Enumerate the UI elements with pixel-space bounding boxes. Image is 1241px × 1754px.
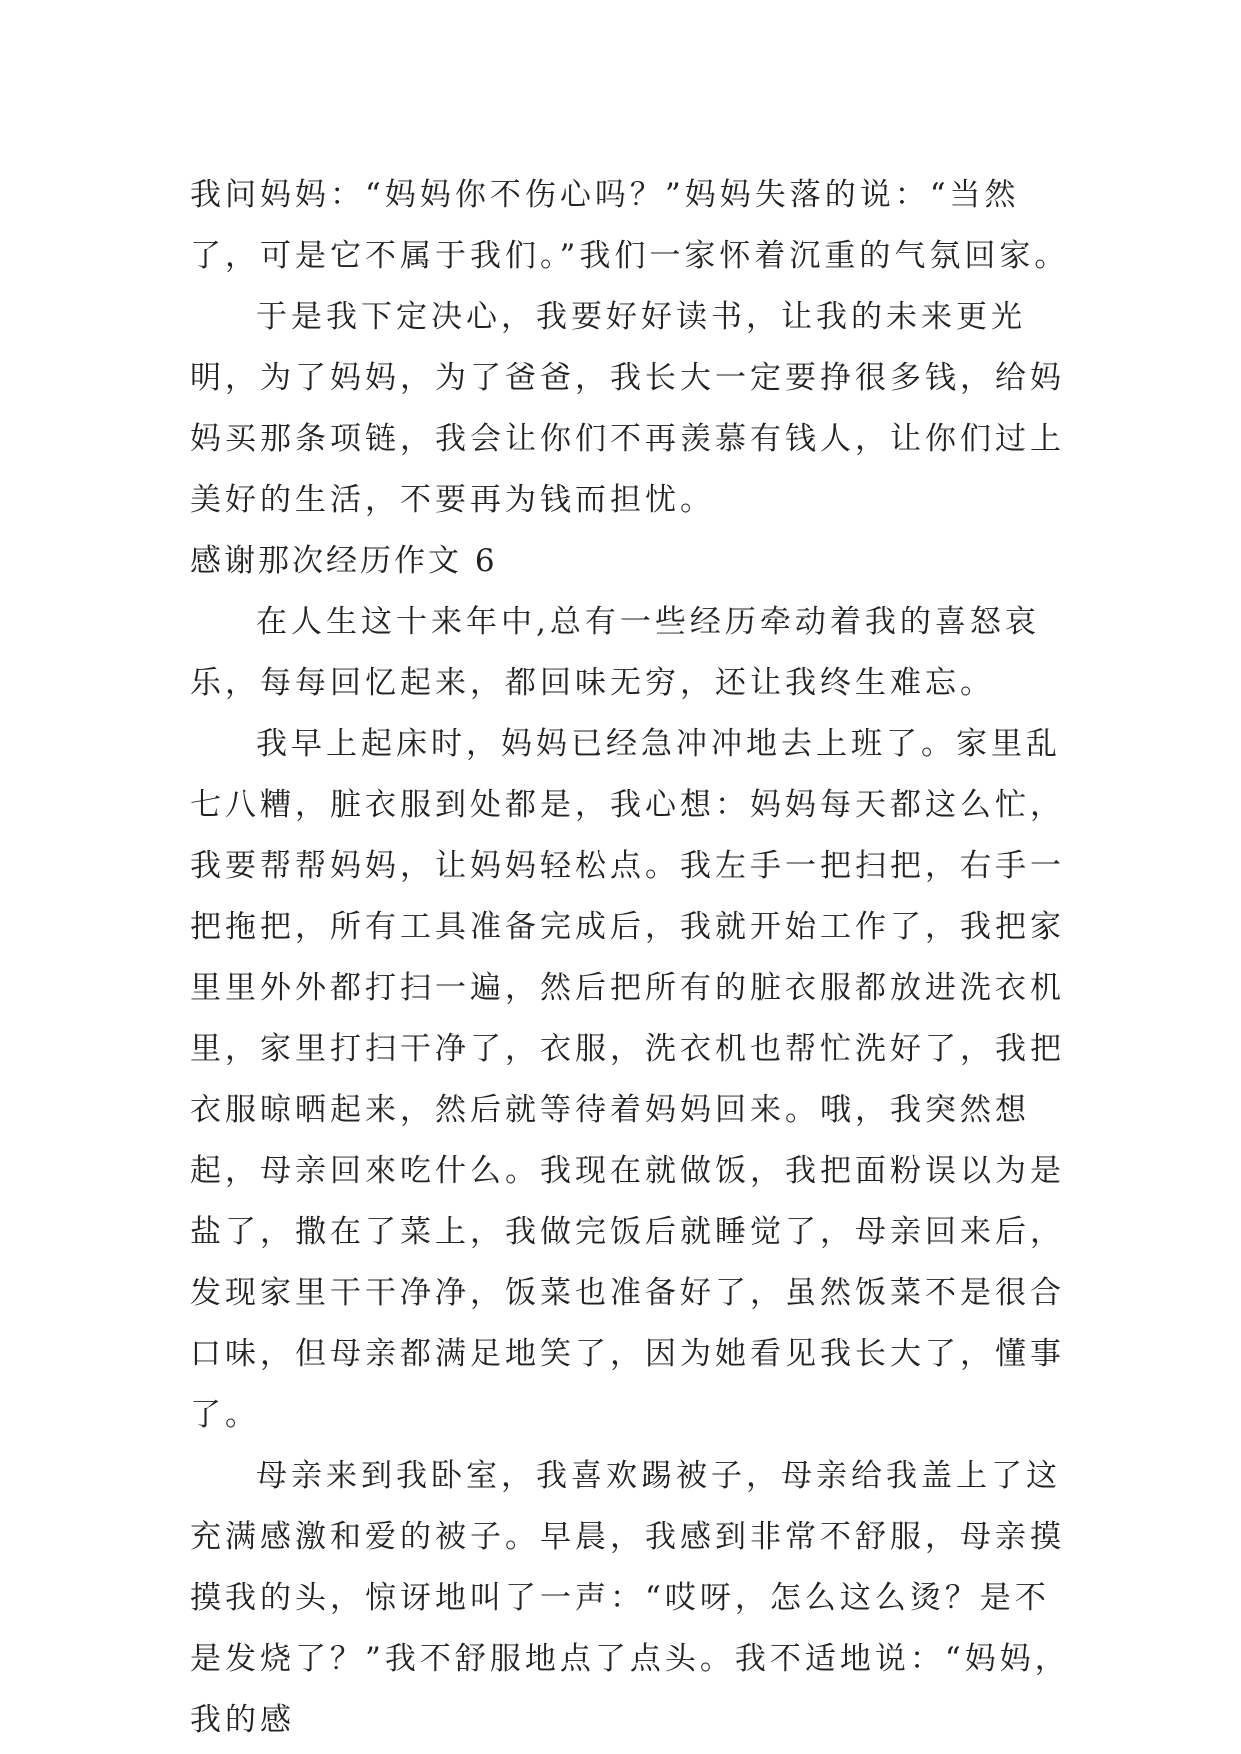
paragraph-1: 我问妈妈：“妈妈你不伤心吗？”妈妈失落的说：“当然了，可是它不属于我们。”我们一家怀着沉重的气氛回家。 [190, 177, 1070, 274]
document-body [190, 165, 1070, 1751]
paragraph-5: 母亲来到我卧室，我喜欢踢被子，母亲给我盖上了这充满感激和爱的被子。早晨，我感到非常不舒服，母亲摸摸我的头，惊讶地叫了一声：“哎呀，怎么这么烫？是不是发烧了？”我不舒服地点了点头。我不适地说：“妈妈，我的感 [190, 1458, 1070, 1738]
paragraph-4: 我早上起床时，妈妈已经急冲冲地去上班了。家里乱七八糟，脏衣服到处都是，我心想：妈妈每天都这么忙，我要帮帮妈妈，让妈妈轻松点。我左手一把扫把，右手一把拖把，所有工具准备完成后，我就开始工作了，我把家里里外外都打扫一遍，然后把所有的脏衣服都放进洗衣机里，家里打扫干净了，衣服，洗衣机也帮忙洗好了，我把衣服晾晒起来，然后就等待着妈妈回来。哦，我突然想起，母亲回來吃什么。我现在就做饭，我把面粉误以为是盐了，撒在了菜上，我做完饭后就睡觉了，母亲回来后，发现家里干干净净，饭菜也准备好了，虽然饭菜不是很合口味，但母亲都满足地笑了，因为她看见我长大了，懂事了。 [190, 726, 1065, 1433]
paragraph-3: 在人生这十来年中,总有一些经历牵动着我的喜怒哀乐，每每回忆起来，都回味无穷，还让我终生难忘。 [190, 604, 1040, 701]
section-title: 感谢那次经历作文 6 [190, 543, 498, 579]
paragraph-2: 于是我下定决心，我要好好读书，让我的未来更光明，为了妈妈，为了爸爸，我长大一定要挣很多钱，给妈妈买那条项链，我会让你们不再羡慕有钱人，让你们过上美好的生活，不要再为钱而担忧。 [190, 299, 1065, 518]
